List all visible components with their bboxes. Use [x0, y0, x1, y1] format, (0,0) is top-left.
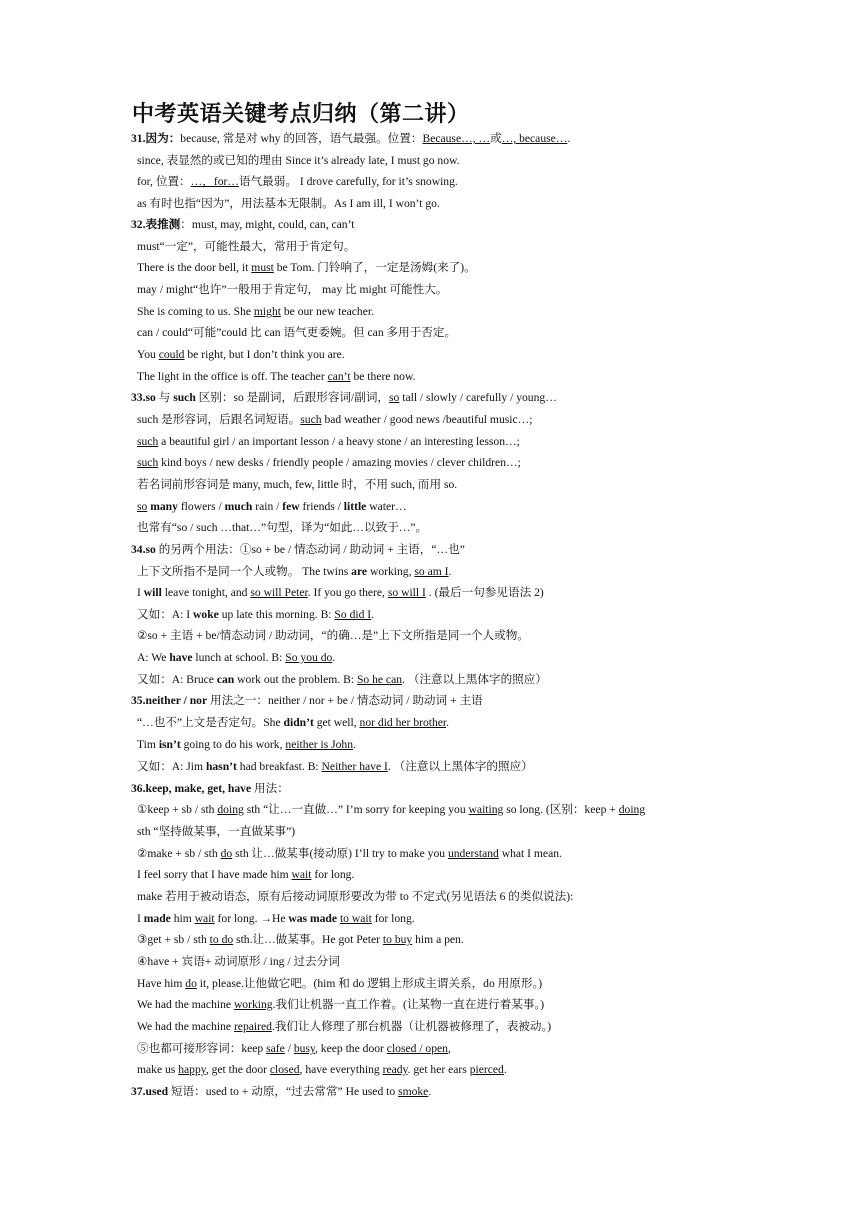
text-span: water…: [366, 500, 407, 513]
text-span: We had the machine: [137, 1020, 234, 1033]
underlined-text: Because…, …: [422, 132, 491, 145]
text-line: [137, 737, 356, 753]
text-line: [131, 390, 557, 406]
text-line: [137, 585, 544, 601]
underlined-text: So he can: [356, 673, 403, 686]
underlined-text: so will Peter: [250, 586, 308, 599]
bold-text: 因为：: [145, 132, 181, 145]
text-span: sth.让…做某事。He got Peter: [233, 933, 383, 946]
text-span: 区别：so 是副词，后跟形容词/副词，: [195, 391, 390, 404]
text-span: . （注意以上黑体字的照应）: [402, 673, 547, 686]
text-span: for long.: [371, 912, 415, 925]
text-line: [137, 628, 529, 644]
text-line: [131, 131, 570, 147]
text-span: ⑤也都可接形容词：keep: [137, 1042, 267, 1055]
underlined-text: So you do: [285, 651, 333, 664]
text-span: work out the problem. B:: [234, 673, 357, 686]
text-span: . get her ears: [407, 1063, 470, 1076]
underlined-text: so: [389, 391, 400, 404]
text-span: be our new teacher.: [280, 305, 374, 318]
underlined-text: closed / open: [386, 1042, 448, 1055]
text-span: 上下文所指不是同一个人或物。 The twins: [137, 565, 352, 578]
text-span: .: [272, 998, 276, 1011]
underlined-text: busy: [293, 1042, 315, 1055]
text-span: 若名词前形容词是 many, much, few, little 时，不用 such, 而用 so.: [137, 478, 458, 491]
text-line: [137, 282, 447, 298]
text-span: We had the machine: [137, 998, 234, 1011]
text-span: sth “坚持做某事，一直做某事”): [137, 825, 296, 838]
text-span: 与: [155, 391, 174, 404]
text-span: “…也不”上文是否定句。She: [137, 716, 284, 729]
bold-text: 32.表推测: [131, 218, 181, 231]
text-span: it, please.让他做它吧。(him 和 do 逻辑上形成主谓关系，do 用原形。): [196, 977, 543, 990]
bold-text: little: [343, 500, 367, 513]
underlined-text: nor did her brother: [359, 716, 447, 729]
text-line: [131, 693, 483, 709]
text-span: 又如：A: Bruce: [137, 673, 217, 686]
underlined-text: smoke: [398, 1085, 429, 1098]
text-line: [137, 846, 562, 862]
text-span: can / could“可能”could 比 can 语气更委婉。但 can 多用于否定。: [137, 326, 457, 339]
bold-text: woke: [193, 608, 219, 621]
underlined-text: …, because…: [501, 132, 568, 145]
underlined-text: do: [185, 977, 197, 990]
text-span: sth “让…一直做…” I’m sorry for keeping you: [243, 803, 469, 816]
text-span: what I mean.: [498, 847, 562, 860]
text-line: [137, 715, 449, 731]
bold-text: such: [173, 391, 196, 404]
text-line: [137, 976, 542, 992]
underlined-text: such: [300, 413, 322, 426]
bold-text: 31.: [131, 132, 146, 145]
bold-text: few: [282, 500, 300, 513]
text-span: .: [448, 565, 452, 578]
text-span: , get the door: [205, 1063, 270, 1076]
text-span: I: [137, 912, 144, 925]
text-span: You: [137, 348, 159, 361]
text-span: 或: [490, 132, 502, 145]
text-span: ③get + sb / sth: [137, 933, 210, 946]
text-span: 又如：A: I: [137, 608, 194, 621]
underlined-text: to wait: [339, 912, 372, 925]
text-line: [137, 477, 457, 493]
text-line: [137, 347, 345, 363]
underlined-text: to do: [209, 933, 234, 946]
text-line: [137, 520, 427, 536]
text-line: [137, 672, 547, 688]
text-span: may / might“也许”一般用于肯定句， may 比 might 可能性大。: [137, 283, 448, 296]
text-span: such 是形容词，后跟名词短语。: [137, 413, 301, 426]
text-span: be Tom. 门铃响了，一定是汤姆(来了)。: [273, 261, 476, 274]
underlined-text: neither is John: [285, 738, 354, 751]
bold-text: much: [224, 500, 253, 513]
bold-text: was made: [288, 912, 338, 925]
text-span: as 有时也指“因为”，用法基本无限制。As I am ill, I won’t go.: [137, 197, 440, 210]
bold-text: are: [351, 565, 368, 578]
bold-text: 35.neither / nor: [131, 694, 208, 707]
text-span: rain /: [252, 500, 283, 513]
text-line: [137, 759, 533, 775]
text-span: ：must, may, might, could, can, can’t: [180, 218, 355, 231]
text-line: [137, 153, 460, 169]
text-span: since, 表显然的或已知的理由 Since it’s already late, I must go now.: [137, 154, 460, 167]
text-span: . If you go there,: [307, 586, 388, 599]
text-span: Have him: [137, 977, 186, 990]
text-span: must“一定”，可能性最大，常用于肯定句。: [137, 240, 356, 253]
text-span: bad weather / good news /beautiful music…;: [321, 413, 533, 426]
text-span: for, 位置：: [137, 175, 191, 188]
text-span: 又如：A: Jim: [137, 760, 206, 773]
bold-text: 34.so: [131, 543, 156, 556]
underlined-text: do: [220, 847, 233, 860]
text-span: up late this morning. B:: [218, 608, 335, 621]
text-span: .: [428, 1085, 432, 1098]
underlined-text: working: [233, 998, 273, 1011]
text-span: him: [170, 912, 195, 925]
text-line: [137, 564, 451, 580]
text-line: [131, 1084, 431, 1100]
text-span: ④have + 宾语+ 动词原形 / ing / 过去分词: [137, 955, 340, 968]
text-span: flowers /: [177, 500, 225, 513]
bold-text: can: [216, 673, 235, 686]
text-line: [137, 260, 476, 276]
text-span: .: [446, 716, 450, 729]
underlined-text: closed: [269, 1063, 300, 1076]
underlined-text: doing: [217, 803, 244, 816]
underlined-text: pierced: [469, 1063, 504, 1076]
text-line: [137, 1062, 507, 1078]
text-span: There is the door bell, it: [137, 261, 252, 274]
bold-text: 37.used: [131, 1085, 169, 1098]
text-span: .: [353, 738, 356, 751]
text-line: [137, 607, 374, 623]
text-span: leave tonight, and: [161, 586, 251, 599]
bold-text: 36.keep, make, get, have: [131, 782, 252, 795]
text-line: [137, 325, 456, 341]
underlined-text: doing: [618, 803, 646, 816]
underlined-text: repaired: [233, 1020, 272, 1033]
text-line: [137, 304, 374, 320]
text-line: [131, 542, 465, 558]
underlined-text: So did I: [334, 608, 372, 621]
text-span: because, 常是对 why 的回答，语气最强。位置：: [180, 132, 423, 145]
underlined-text: safe: [266, 1042, 285, 1055]
underlined-text: such: [137, 435, 159, 448]
text-span: so long. (区别：keep +: [503, 803, 619, 816]
text-span: , have everything: [299, 1063, 383, 1076]
underlined-text: waiting: [468, 803, 504, 816]
underlined-text: might: [253, 305, 281, 318]
text-span: A: We: [137, 651, 170, 664]
text-span: . (最后一句参见语法 2): [425, 586, 544, 599]
text-span: I: [137, 586, 144, 599]
text-span: ②so + 主语 + be/情态动词 / 助动词，“的确…是”上下文所指是同一个人或物。: [137, 629, 529, 642]
text-span: The light in the office is off. The teacher: [137, 370, 328, 383]
text-line: [137, 455, 521, 471]
text-span: lunch at school. B:: [192, 651, 286, 664]
text-span: had breakfast. B:: [236, 760, 322, 773]
underlined-text: so: [137, 500, 148, 513]
text-span: make us: [137, 1063, 179, 1076]
underlined-text: …，for…: [190, 175, 239, 188]
text-span: 用法之一：neither / nor + be / 情态动词 / 助动词 + 主语: [207, 694, 483, 707]
text-span: .: [567, 132, 571, 145]
text-span: for long. →He: [214, 912, 289, 925]
text-line: [137, 434, 520, 450]
text-line: [137, 650, 335, 666]
text-span: She is coming to us. She: [137, 305, 254, 318]
text-line: [137, 889, 573, 905]
text-span: ,: [447, 1042, 451, 1055]
text-span: going to do his work,: [180, 738, 286, 751]
text-line: [137, 1041, 451, 1057]
text-span: Tim: [137, 738, 159, 751]
underlined-text: wait: [291, 868, 312, 881]
text-span: .: [371, 608, 375, 621]
text-span: /: [284, 1042, 294, 1055]
text-span: be right, but I don’t think you are.: [184, 348, 345, 361]
text-span: 短语：used to + 动原，“过去常常” He used to: [168, 1085, 399, 1098]
text-span: get well,: [313, 716, 360, 729]
text-line: [137, 932, 464, 948]
text-span: ①keep + sb / sth: [137, 803, 218, 816]
text-span: ②make + sb / sth: [137, 847, 221, 860]
text-span: . （注意以上黑体字的照应）: [387, 760, 533, 773]
text-line: [137, 997, 544, 1013]
text-span: .: [271, 1020, 275, 1033]
bold-text: have: [169, 651, 193, 664]
underlined-text: ready: [382, 1063, 408, 1076]
text-line: [137, 412, 532, 428]
text-line: [137, 1019, 551, 1035]
text-span: for long.: [311, 868, 355, 881]
text-line: [131, 217, 354, 233]
text-span: .: [503, 1063, 507, 1076]
text-span: be there now.: [350, 370, 416, 383]
text-span: I feel sorry that I have made him: [137, 868, 292, 881]
bold-text: hasn’t: [205, 760, 237, 773]
text-line: [137, 911, 415, 927]
text-line: [137, 239, 355, 255]
text-span: 语气最弱。 I drove carefully, for it’s snowing.: [238, 175, 458, 188]
underlined-text: understand: [447, 847, 499, 860]
text-span: 我们让人修理了那台机器（让机器被修理了，表被动。): [274, 1020, 552, 1033]
text-span: a beautiful girl / an important lesson / a heavy stone / an interesting lesson…;: [158, 435, 520, 448]
text-line: [137, 196, 440, 212]
text-line: [137, 824, 295, 840]
text-span: sth 让…做某事(接动原) I’ll try to make you: [232, 847, 448, 860]
text-line: [137, 174, 458, 190]
text-line: [137, 954, 340, 970]
text-span: kind boys / new desks / friendly people / amazing movies / clever children…;: [158, 456, 521, 469]
underlined-text: happy: [178, 1063, 206, 1076]
page-title: 中考英语关键考点归纳（第二讲）: [132, 102, 470, 127]
text-line: [137, 802, 645, 818]
bold-text: isn’t: [158, 738, 181, 751]
text-span: 的另两个用法：①so + be / 情态动词 / 助动词 + 主语，“…也”: [155, 543, 465, 556]
bold-text: 33.so: [131, 391, 156, 404]
text-span: working,: [367, 565, 415, 578]
text-line: [137, 499, 407, 515]
text-line: [137, 369, 415, 385]
text-span: , keep the door: [315, 1042, 387, 1055]
underlined-text: such: [137, 456, 159, 469]
bold-text: didn’t: [283, 716, 314, 729]
text-span: 也常有“so / such …that…”句型，译为“如此…以致于…”。: [137, 521, 428, 534]
text-span: tall / slowly / carefully / young…: [399, 391, 557, 404]
underlined-text: Neither have I: [321, 760, 388, 773]
underlined-text: so am I: [414, 565, 449, 578]
bold-text: made: [143, 912, 171, 925]
underlined-text: wait: [194, 912, 215, 925]
underlined-text: must: [251, 261, 274, 274]
text-span: .: [332, 651, 336, 664]
text-span: 我们让机器一直工作着。(让某物一直在进行着某事。): [275, 998, 545, 1011]
text-span: make 若用于被动语态，原有后接动词原形要改为带 to 不定式(另见语法 6 的类似说法):: [137, 890, 574, 903]
underlined-text: can’t: [327, 370, 351, 383]
text-line: [131, 781, 289, 797]
underlined-text: to buy: [382, 933, 413, 946]
text-span: 用法：: [251, 782, 289, 795]
bold-text: will: [143, 586, 162, 599]
underlined-text: could: [158, 348, 185, 361]
text-line: [137, 867, 354, 883]
text-span: friends /: [299, 500, 344, 513]
text-span: him a pen.: [412, 933, 464, 946]
bold-text: many: [150, 500, 178, 513]
underlined-text: so will I: [387, 586, 426, 599]
